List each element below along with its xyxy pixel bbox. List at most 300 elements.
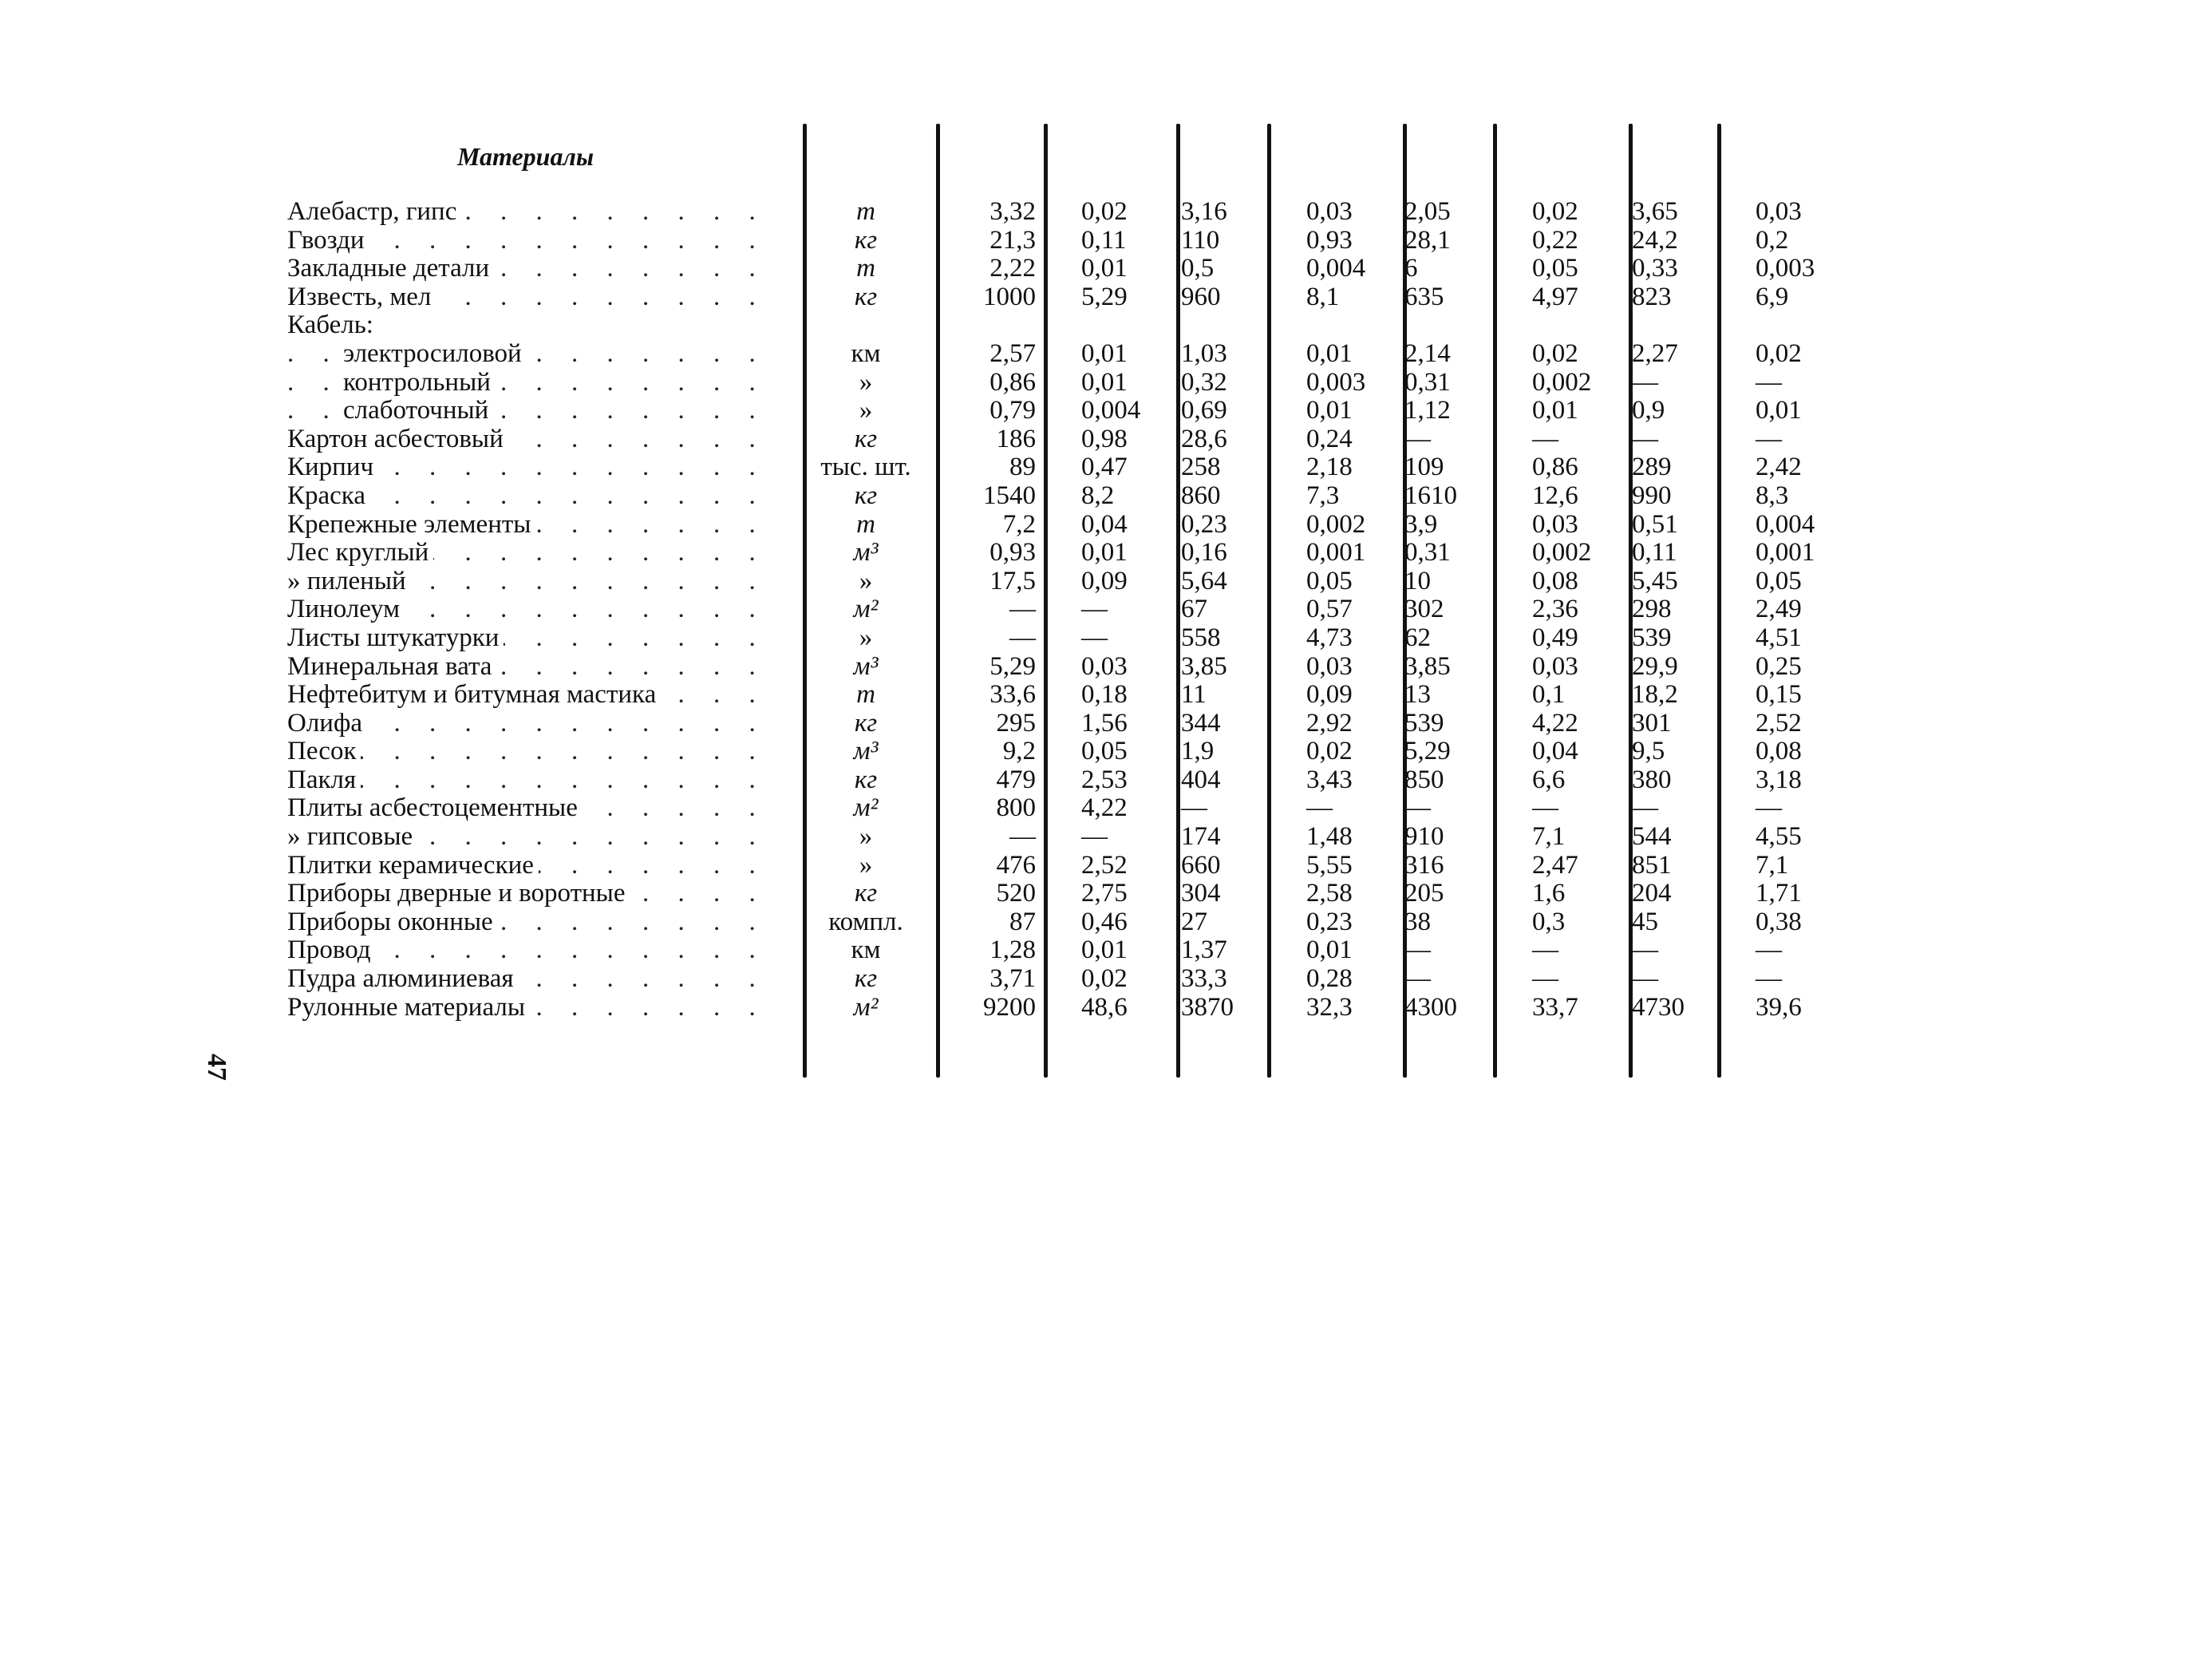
value-cell: 0,003	[1306, 367, 1366, 397]
table-row	[287, 624, 1843, 653]
value-cell: 1,9	[1181, 737, 1215, 766]
table-row	[287, 340, 1843, 369]
value-cell: 0,002	[1306, 509, 1366, 539]
value-cell: 0,57	[1306, 595, 1353, 624]
table-row	[287, 311, 1843, 340]
table-row	[287, 880, 1843, 908]
value-cell: 4,97	[1532, 282, 1578, 311]
value-cell: 5,29	[1404, 737, 1451, 766]
table-row	[287, 823, 1843, 852]
value-cell: 2,92	[1306, 708, 1353, 738]
value-cell: 3,9	[1404, 509, 1438, 539]
value-cell: 0,16	[1181, 538, 1227, 568]
material-name: Пудра алюминиевая . . .	[287, 965, 782, 994]
value-cell: 39,6	[1756, 992, 1802, 1022]
value-cell: 7,2	[1002, 509, 1036, 539]
value-cell: 0,2	[1756, 225, 1789, 255]
value-cell: —	[1081, 623, 1108, 652]
table-row	[287, 936, 1843, 965]
value-cell: 204	[1632, 879, 1672, 908]
value-cell: 0,51	[1632, 509, 1678, 539]
material-name: Нефтебитум и битумная мастика . . .	[287, 681, 782, 710]
value-cell: 0,31	[1404, 367, 1451, 397]
material-name: Кабель:	[287, 311, 782, 340]
value-cell: 302	[1404, 595, 1444, 624]
unit-cell: т	[856, 254, 875, 283]
value-cell: 9,5	[1632, 737, 1665, 766]
material-name: слаботочный . . .	[287, 397, 782, 425]
value-cell: 2,36	[1532, 595, 1578, 624]
unit-cell: »	[859, 367, 873, 397]
value-cell: 304	[1181, 879, 1221, 908]
value-cell: 6,6	[1532, 765, 1566, 794]
material-name: Краска . . .	[287, 482, 782, 511]
value-cell: 0,49	[1532, 623, 1578, 652]
value-cell: —	[1404, 424, 1431, 453]
value-cell: —	[1756, 424, 1782, 453]
value-cell: 67	[1181, 595, 1207, 624]
value-cell: 9,2	[1002, 737, 1036, 766]
table-row	[287, 511, 1843, 540]
table-row	[287, 994, 1843, 1022]
material-name: Гвозди . . .	[287, 227, 782, 255]
value-cell: 0,11	[1081, 225, 1127, 255]
value-cell: 800	[996, 793, 1036, 823]
value-cell: —	[1632, 964, 1658, 994]
unit-cell: кг	[854, 282, 878, 311]
value-cell: 0,79	[989, 396, 1036, 425]
unit-cell: км	[851, 935, 881, 965]
material-name: Минеральная вата . . .	[287, 653, 782, 682]
value-cell: 0,38	[1756, 907, 1802, 936]
value-cell: 7,1	[1756, 850, 1789, 880]
value-cell: 5,29	[1081, 282, 1128, 311]
value-cell: 479	[996, 765, 1036, 794]
value-cell: —	[1009, 623, 1036, 652]
value-cell: 205	[1404, 879, 1444, 908]
table-row	[287, 595, 1843, 624]
value-cell: 1,28	[989, 935, 1036, 965]
value-cell: 960	[1181, 282, 1221, 311]
table-row	[287, 738, 1843, 766]
value-cell: 110	[1181, 225, 1220, 255]
value-cell: 0,001	[1306, 538, 1366, 568]
value-cell: 0,01	[1081, 538, 1128, 568]
value-cell: 10	[1404, 566, 1431, 595]
value-cell: 1,56	[1081, 708, 1128, 738]
value-cell: 0,69	[1181, 396, 1227, 425]
table-row	[287, 255, 1843, 283]
value-cell: 0,05	[1306, 566, 1353, 595]
table-row	[287, 425, 1843, 454]
value-cell: 8,3	[1756, 481, 1789, 510]
value-cell: 24,2	[1632, 225, 1678, 255]
table-row	[287, 482, 1843, 511]
value-cell: 5,29	[989, 651, 1036, 681]
unit-cell: м²	[853, 992, 879, 1022]
value-cell: 0,002	[1532, 538, 1592, 568]
value-cell: 1,71	[1756, 879, 1802, 908]
table-row	[287, 198, 1843, 227]
value-cell: 1000	[983, 282, 1036, 311]
value-cell: 0,25	[1756, 651, 1802, 681]
value-cell: 3,65	[1632, 197, 1678, 226]
value-cell: 0,01	[1756, 396, 1802, 425]
unit-cell: кг	[854, 765, 878, 794]
material-name: Алебастр, гипс . . .	[287, 198, 782, 227]
material-name: электросиловой . . .	[287, 340, 782, 369]
table-row	[287, 397, 1843, 425]
unit-cell: т	[856, 680, 875, 710]
unit-cell: кг	[854, 964, 878, 994]
unit-cell: кг	[854, 708, 878, 738]
value-cell: 2,52	[1756, 708, 1802, 738]
value-cell: 8,1	[1306, 282, 1340, 311]
value-cell: 29,9	[1632, 651, 1678, 681]
value-cell: 0,09	[1306, 680, 1353, 710]
value-cell: 4300	[1404, 992, 1457, 1022]
value-cell: 850	[1404, 765, 1444, 794]
table-row	[287, 453, 1843, 482]
value-cell: —	[1009, 595, 1036, 624]
value-cell: 38	[1404, 907, 1431, 936]
unit-cell: компл.	[828, 907, 903, 936]
unit-cell: »	[859, 822, 873, 852]
value-cell: 660	[1181, 850, 1221, 880]
value-cell: 476	[996, 850, 1036, 880]
material-name: Лес круглый . . .	[287, 539, 782, 568]
value-cell: 1610	[1404, 481, 1457, 510]
value-cell: 2,42	[1756, 453, 1802, 482]
value-cell: 344	[1181, 708, 1221, 738]
value-cell: 0,93	[989, 538, 1036, 568]
table-row	[287, 568, 1843, 596]
value-cell: 6	[1404, 254, 1418, 283]
table-row	[287, 852, 1843, 880]
value-cell: 0,02	[1532, 197, 1578, 226]
value-cell: 0,33	[1632, 254, 1678, 283]
value-cell: —	[1756, 935, 1782, 965]
table-row	[287, 794, 1843, 823]
value-cell: 0,01	[1532, 396, 1578, 425]
value-cell: —	[1632, 935, 1658, 965]
table-row	[287, 227, 1843, 255]
value-cell: 520	[996, 879, 1036, 908]
value-cell: 380	[1632, 765, 1672, 794]
value-cell: 0,02	[1306, 737, 1353, 766]
unit-cell: м³	[853, 538, 879, 568]
table-row	[287, 908, 1843, 937]
value-cell: 3,18	[1756, 765, 1802, 794]
material-name: » гипсовые . . .	[287, 823, 782, 852]
value-cell: 0,01	[1306, 338, 1353, 368]
value-cell: 0,004	[1306, 254, 1366, 283]
value-cell: 0,01	[1081, 367, 1128, 397]
value-cell: 0,01	[1306, 396, 1353, 425]
material-name: Крепежные элементы . . .	[287, 511, 782, 540]
value-cell: 0,24	[1306, 424, 1353, 453]
value-cell: 298	[1632, 595, 1672, 624]
value-cell: —	[1081, 595, 1108, 624]
value-cell: 0,02	[1081, 197, 1128, 226]
material-name: Линолеум . . .	[287, 595, 782, 624]
value-cell: 1,6	[1532, 879, 1566, 908]
value-cell: 2,14	[1404, 338, 1451, 368]
table-row	[287, 539, 1843, 568]
value-cell: 3,32	[989, 197, 1036, 226]
unit-cell: т	[856, 509, 875, 539]
value-cell: 0,08	[1756, 737, 1802, 766]
value-cell: —	[1756, 793, 1782, 823]
materials-column-header: Материалы	[457, 142, 594, 171]
material-name: Листы штукатурки . . .	[287, 624, 782, 653]
value-cell: 0,23	[1306, 907, 1353, 936]
value-cell: 17,5	[989, 566, 1036, 595]
value-cell: —	[1532, 424, 1558, 453]
value-cell: —	[1081, 822, 1108, 852]
value-cell: 0,23	[1181, 509, 1227, 539]
value-cell: 0,03	[1081, 651, 1128, 681]
unit-cell: т	[856, 197, 875, 226]
material-name: Плитки керамические . . .	[287, 852, 782, 880]
value-cell: 0,02	[1532, 338, 1578, 368]
value-cell: 3,85	[1181, 651, 1227, 681]
value-cell: 3,43	[1306, 765, 1353, 794]
value-cell: 301	[1632, 708, 1672, 738]
value-cell: —	[1532, 935, 1558, 965]
material-name: Приборы дверные и воротные . . .	[287, 880, 782, 908]
value-cell: 3870	[1181, 992, 1234, 1022]
value-cell: 258	[1181, 453, 1221, 482]
value-cell: —	[1181, 793, 1207, 823]
value-cell: 2,52	[1081, 850, 1128, 880]
value-cell: 1,12	[1404, 396, 1451, 425]
value-cell: 4,22	[1081, 793, 1128, 823]
material-name: » пиленый . . .	[287, 568, 782, 596]
value-cell: 186	[996, 424, 1036, 453]
value-cell: 0,86	[1532, 453, 1578, 482]
value-cell: 0,05	[1532, 254, 1578, 283]
value-cell: 295	[996, 708, 1036, 738]
value-cell: 2,58	[1306, 879, 1353, 908]
value-cell: 28,6	[1181, 424, 1227, 453]
value-cell: 109	[1404, 453, 1444, 482]
value-cell: 2,75	[1081, 879, 1128, 908]
value-cell: 1,03	[1181, 338, 1227, 368]
value-cell: 0,09	[1081, 566, 1128, 595]
unit-cell: м²	[853, 793, 879, 823]
value-cell: 0,04	[1081, 509, 1128, 539]
table-row	[287, 681, 1843, 710]
value-cell: 0,01	[1081, 338, 1128, 368]
value-cell: —	[1632, 424, 1658, 453]
value-cell: 0,004	[1756, 509, 1815, 539]
material-name: Пакля . . .	[287, 766, 782, 795]
value-cell: 851	[1632, 850, 1672, 880]
unit-cell: кг	[854, 879, 878, 908]
value-cell: 635	[1404, 282, 1444, 311]
unit-cell: кг	[854, 481, 878, 510]
value-cell: 0,03	[1306, 651, 1353, 681]
value-cell: 404	[1181, 765, 1221, 794]
value-cell: 289	[1632, 453, 1672, 482]
value-cell: 87	[1009, 907, 1036, 936]
table-row	[287, 766, 1843, 795]
value-cell: 2,05	[1404, 197, 1451, 226]
value-cell: —	[1756, 964, 1782, 994]
unit-cell: км	[851, 338, 881, 368]
value-cell: 0,3	[1532, 907, 1566, 936]
value-cell: —	[1632, 793, 1658, 823]
unit-cell: кг	[854, 225, 878, 255]
value-cell: 0,32	[1181, 367, 1227, 397]
value-cell: 0,02	[1081, 964, 1128, 994]
material-name: Кирпич . . .	[287, 453, 782, 482]
value-cell: 0,03	[1306, 197, 1353, 226]
value-cell: 0,5	[1181, 254, 1215, 283]
value-cell: 0,001	[1756, 538, 1815, 568]
value-cell: 3,16	[1181, 197, 1227, 226]
value-cell: 0,05	[1081, 737, 1128, 766]
value-cell: 1,37	[1181, 935, 1227, 965]
value-cell: 33,3	[1181, 964, 1227, 994]
value-cell: 0,03	[1532, 651, 1578, 681]
unit-cell: »	[859, 850, 873, 880]
value-cell: 1540	[983, 481, 1036, 510]
value-cell: 3,85	[1404, 651, 1451, 681]
value-cell: 89	[1009, 453, 1036, 482]
unit-cell: кг	[854, 424, 878, 453]
value-cell: 0,22	[1532, 225, 1578, 255]
value-cell: 8,2	[1081, 481, 1115, 510]
value-cell: 5,55	[1306, 850, 1353, 880]
unit-cell: »	[859, 396, 873, 425]
value-cell: 7,3	[1306, 481, 1340, 510]
unit-cell: »	[859, 566, 873, 595]
value-cell: 558	[1181, 623, 1221, 652]
value-cell: 0,28	[1306, 964, 1353, 994]
value-cell: 0,98	[1081, 424, 1128, 453]
material-name: Олифа . . .	[287, 710, 782, 738]
value-cell: 2,22	[989, 254, 1036, 283]
value-cell: 21,3	[989, 225, 1036, 255]
unit-cell: тыс. шт.	[820, 453, 911, 482]
value-cell: 2,47	[1532, 850, 1578, 880]
table-row	[287, 283, 1843, 312]
value-cell: 2,53	[1081, 765, 1128, 794]
value-cell: 0,03	[1756, 197, 1802, 226]
value-cell: 4730	[1632, 992, 1685, 1022]
value-cell: 0,01	[1306, 935, 1353, 965]
value-cell: 2,27	[1632, 338, 1678, 368]
value-cell: —	[1632, 367, 1658, 397]
unit-cell: м³	[853, 737, 879, 766]
unit-cell: м³	[853, 651, 879, 681]
value-cell: —	[1306, 793, 1333, 823]
value-cell: 1,48	[1306, 822, 1353, 852]
value-cell: 2,57	[989, 338, 1036, 368]
value-cell: 0,08	[1532, 566, 1578, 595]
value-cell: 0,86	[989, 367, 1036, 397]
material-name: Провод . . .	[287, 936, 782, 965]
value-cell: 5,45	[1632, 566, 1678, 595]
value-cell: 0,003	[1756, 254, 1815, 283]
value-cell: —	[1404, 935, 1431, 965]
value-cell: 990	[1632, 481, 1672, 510]
value-cell: —	[1532, 964, 1558, 994]
material-name: Плиты асбестоцементные . . .	[287, 794, 782, 823]
value-cell: 0,01	[1081, 935, 1128, 965]
material-name: Закладные детали . . .	[287, 255, 782, 283]
table-row	[287, 653, 1843, 682]
value-cell: 2,18	[1306, 453, 1353, 482]
value-cell: 0,11	[1632, 538, 1677, 568]
value-cell: 45	[1632, 907, 1658, 936]
value-cell: 18,2	[1632, 680, 1678, 710]
material-name: Известь, мел . . .	[287, 283, 782, 312]
value-cell: 4,22	[1532, 708, 1578, 738]
value-cell: 0,9	[1632, 396, 1665, 425]
material-name: Картон асбестовый . . .	[287, 425, 782, 454]
value-cell: 4,73	[1306, 623, 1353, 652]
material-name: Приборы оконные . . .	[287, 908, 782, 937]
value-cell: 0,03	[1532, 509, 1578, 539]
table-row	[287, 965, 1843, 994]
value-cell: 12,6	[1532, 481, 1578, 510]
value-cell: —	[1009, 822, 1036, 852]
value-cell: —	[1404, 793, 1431, 823]
materials-table	[287, 198, 1843, 1022]
value-cell: 13	[1404, 680, 1431, 710]
value-cell: 544	[1632, 822, 1672, 852]
table-row	[287, 710, 1843, 738]
value-cell: 0,04	[1532, 737, 1578, 766]
value-cell: 0,01	[1081, 254, 1128, 283]
value-cell: 48,6	[1081, 992, 1128, 1022]
value-cell: 28,1	[1404, 225, 1451, 255]
value-cell: 2,49	[1756, 595, 1802, 624]
page-number: 47	[202, 1054, 231, 1081]
value-cell: 0,93	[1306, 225, 1353, 255]
material-name: Рулонные материалы . . .	[287, 994, 782, 1022]
value-cell: 539	[1404, 708, 1444, 738]
unit-cell: м²	[853, 595, 879, 624]
value-cell: —	[1404, 964, 1431, 994]
value-cell: 539	[1632, 623, 1672, 652]
value-cell: 0,02	[1756, 338, 1802, 368]
value-cell: 0,31	[1404, 538, 1451, 568]
value-cell: —	[1756, 367, 1782, 397]
value-cell: 0,46	[1081, 907, 1128, 936]
value-cell: 27	[1181, 907, 1207, 936]
value-cell: 0,47	[1081, 453, 1128, 482]
value-cell: 7,1	[1532, 822, 1566, 852]
value-cell: 4,51	[1756, 623, 1802, 652]
value-cell: 9200	[983, 992, 1036, 1022]
value-cell: 910	[1404, 822, 1444, 852]
value-cell: 33,6	[989, 680, 1036, 710]
value-cell: 62	[1404, 623, 1431, 652]
value-cell: 5,64	[1181, 566, 1227, 595]
material-name: контрольный . . .	[287, 369, 782, 397]
value-cell: 4,55	[1756, 822, 1802, 852]
value-cell: 0,15	[1756, 680, 1802, 710]
value-cell: 823	[1632, 282, 1672, 311]
value-cell: 6,9	[1756, 282, 1789, 311]
value-cell: 0,002	[1532, 367, 1592, 397]
value-cell: 32,3	[1306, 992, 1353, 1022]
value-cell: 316	[1404, 850, 1444, 880]
